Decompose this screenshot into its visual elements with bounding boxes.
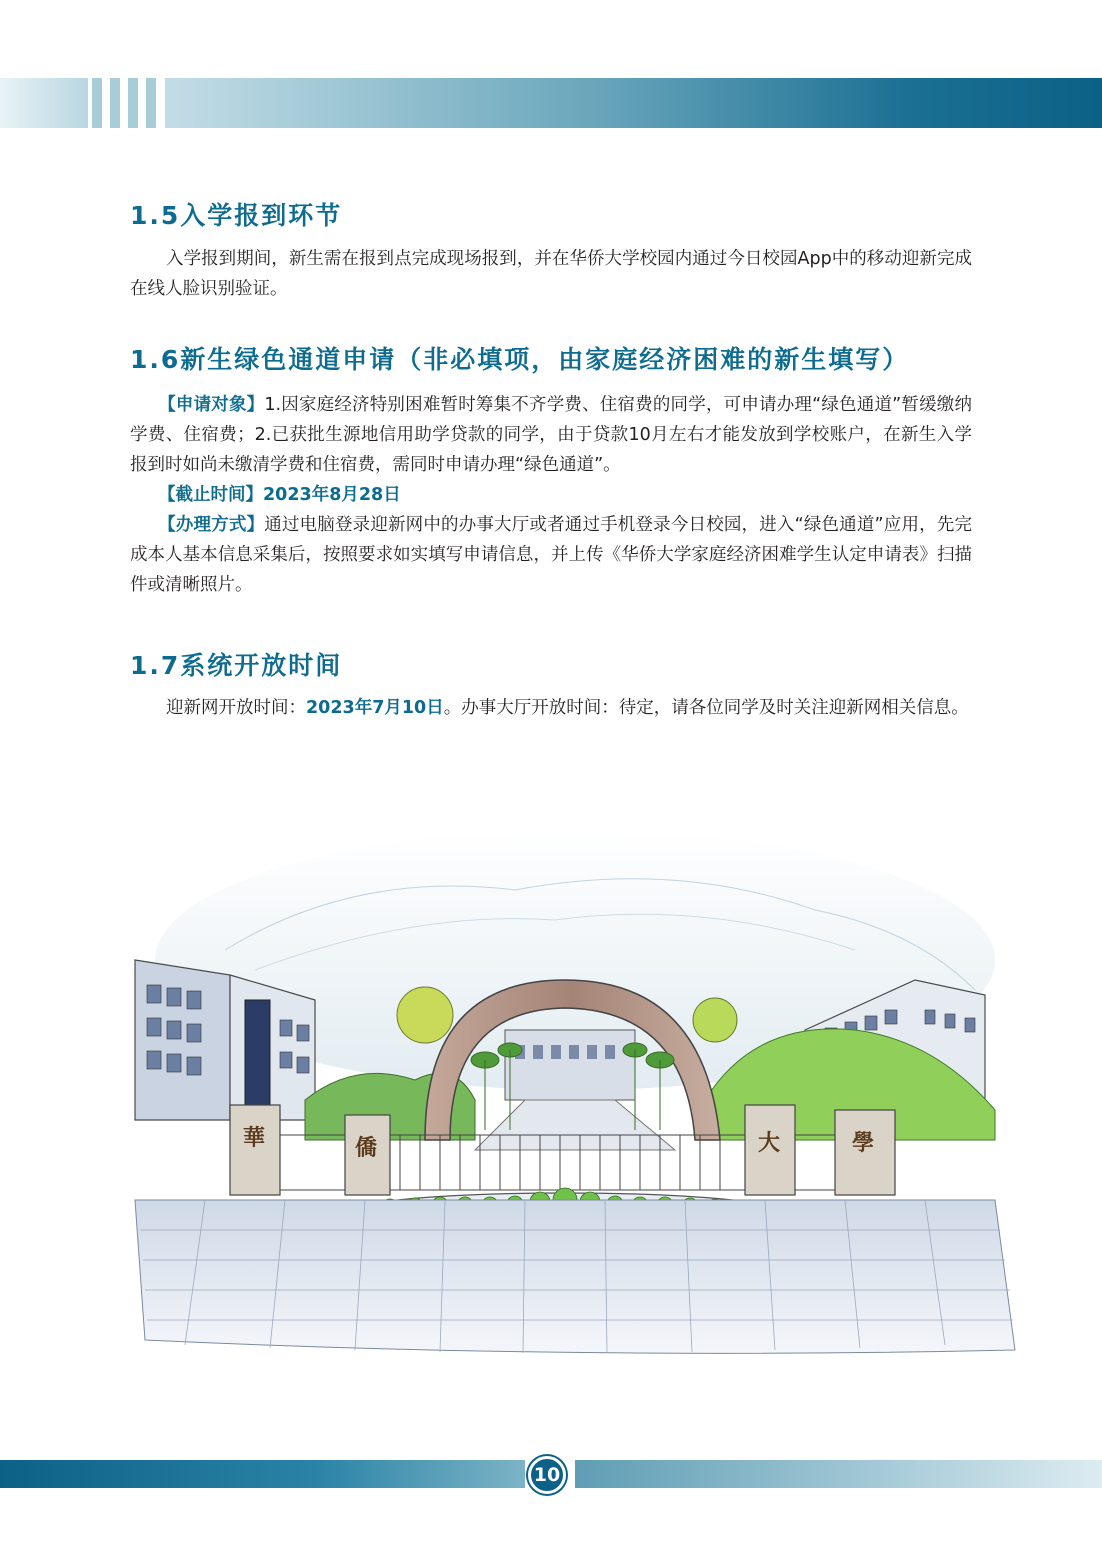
yellow-tree bbox=[693, 998, 737, 1042]
open-time-suffix: 。办事大厅开放时间：待定，请各位同学及时关注迎新网相关信息。 bbox=[443, 698, 969, 718]
target-tag: 【申请对象】 bbox=[158, 395, 265, 415]
section-1-5-body bbox=[130, 244, 972, 304]
method-text: 通过电脑登录迎新网中的办事大厅或者通过手机登录今日校园，进入“绿色通道”应用，先完成本人基本信息采集后，按照要求如实填写申请信息，并上传《华侨大学家庭经济困难学生认定申请表》扫描件或清晰照片。 bbox=[130, 515, 972, 595]
open-time-date: 2023年7月10日 bbox=[306, 698, 444, 718]
header-gradient-bar bbox=[165, 78, 1102, 128]
plaza bbox=[135, 1200, 1015, 1353]
header-left-block bbox=[0, 78, 88, 128]
deadline-value: 2023年8月28日 bbox=[263, 485, 401, 505]
footer-right-bar bbox=[575, 1460, 1102, 1488]
header-stripe bbox=[92, 78, 102, 128]
footer-left-bar bbox=[0, 1460, 525, 1488]
target-text: 1.因家庭经济特别困难暂时筹集不齐学费、住宿费的同学，可申请办理“绿色通道”暂缓缴纳学费、住宿费；2.已获批生源地信用助学贷款的同学，由于贷款10月左右才能发放到学校账户，在新生入学报到时如尚未缴清学费和住宿费，需同时申请办理“绿色通道”。 bbox=[130, 395, 973, 475]
section-1-6-method bbox=[130, 510, 972, 600]
section-1-7-title: 1.7系统开放时间 bbox=[130, 651, 343, 680]
campus-gate-illustration bbox=[55, 760, 1055, 1440]
avenue bbox=[475, 1100, 675, 1150]
footer-band bbox=[0, 1460, 1102, 1488]
page-number: 10 bbox=[528, 1456, 566, 1494]
section-1-5-title: 1.5入学报到环节 bbox=[130, 201, 343, 230]
gate-char: 學 bbox=[852, 1130, 875, 1156]
section-1-5-text: 入学报到期间，新生需在报到点完成现场报到，并在华侨大学校园内通过今日校园App中的移动迎新完成在线人脸识别验证。 bbox=[130, 249, 972, 299]
distant-building bbox=[505, 1030, 635, 1100]
gate-char: 華 bbox=[243, 1125, 266, 1151]
gate-char: 僑 bbox=[355, 1135, 378, 1161]
section-1-6-target bbox=[130, 390, 972, 480]
section-1-6-title: 1.6新生绿色通道申请（非必填项，由家庭经济困难的新生填写） bbox=[130, 345, 910, 374]
gate-char: 大 bbox=[758, 1130, 781, 1156]
section-1-7-body bbox=[130, 693, 972, 723]
header-stripe bbox=[146, 78, 156, 128]
method-tag: 【办理方式】 bbox=[158, 515, 265, 535]
open-time-prefix: 迎新网开放时间： bbox=[166, 698, 306, 718]
header-band bbox=[0, 78, 1102, 128]
yellow-tree bbox=[397, 987, 453, 1043]
header-stripe bbox=[110, 78, 120, 128]
deadline-tag: 【截止时间】 bbox=[158, 485, 263, 505]
header-stripe bbox=[128, 78, 138, 128]
section-1-6-deadline bbox=[130, 480, 972, 510]
